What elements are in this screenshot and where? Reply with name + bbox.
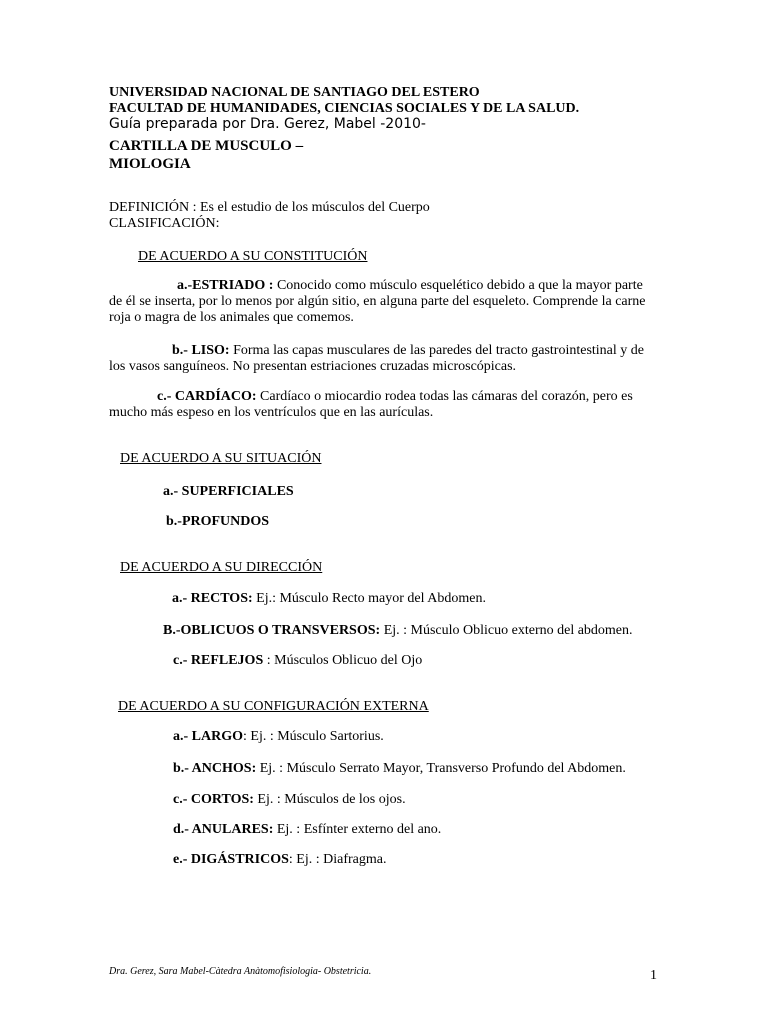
university-name: UNIVERSIDAD NACIONAL DE SANTIAGO DEL ESTERO (109, 85, 480, 100)
definition (109, 200, 430, 216)
classification-label: CLASIFICACIÓN: (109, 216, 220, 231)
direction-b-text: Ej. : Músculo Oblicuo externo del abdomen. (380, 623, 633, 638)
direction-b (163, 623, 633, 639)
configuration-a-label: a.- LARGO (173, 729, 243, 744)
situation-a: a.- SUPERFICIALES (163, 484, 294, 499)
cardiaco-label: c.- CARDÍACO: (157, 389, 257, 404)
guide-author: Guía preparada por Dra. Gerez, Mabel -2010- (109, 116, 426, 132)
configuration-c-label: c.- CORTOS: (173, 792, 254, 807)
heading-constitution: DE ACUERDO A SU CONSTITUCIÓN (138, 249, 368, 264)
cardiaco-text: Cardíaco o miocardio rodea todas las cámaras del corazón, pero es mucho más espeso en los ventrículos que en las aurículas. (109, 389, 633, 420)
direction-a-text: Ej.: Músculo Recto mayor del Abdomen. (252, 591, 486, 606)
direction-c-text: : Músculos Oblicuo del Ojo (263, 653, 423, 668)
configuration-e-label: e.- DIGÁSTRICOS (173, 852, 289, 867)
definition-text: : Es el estudio de los músculos del Cuerpo (189, 200, 430, 215)
faculty-name: FACULTAD DE HUMANIDADES, CIENCIAS SOCIALES Y DE LA SALUD. (109, 101, 580, 116)
configuration-b-text: Ej. : Músculo Serrato Mayor, Transverso Profundo del Abdomen. (256, 761, 626, 776)
document-title-line2: MIOLOGIA (109, 156, 191, 172)
liso-text: Forma las capas musculares de las paredes del tracto gastrointestinal y de los vasos sanguíneos. No presentan estriaciones cruzadas microscópicas. (109, 343, 644, 374)
definition-label: DEFINICIÓN (109, 200, 190, 215)
direction-c (173, 653, 422, 669)
direction-a-label: a.- RECTOS: (172, 591, 253, 606)
liso-label: b.- LISO: (172, 343, 230, 358)
footer-text: Dra. Gerez, Sara Mabel-Càtedra Anàtomofisiologia- Obstetricia. (109, 966, 372, 977)
configuration-c (173, 792, 406, 808)
heading-situation: DE ACUERDO A SU SITUACIÓN (120, 451, 322, 466)
page-number: 1 (650, 968, 657, 983)
configuration-a-text: : Ej. : Músculo Sartorius. (243, 729, 384, 744)
heading-direction: DE ACUERDO A SU DIRECCIÓN (120, 560, 323, 575)
direction-b-label: B.-OBLICUOS O TRANSVERSOS: (163, 623, 381, 638)
configuration-d-text: Ej. : Esfínter externo del ano. (273, 822, 442, 837)
configuration-d-label: d.- ANULARES: (173, 822, 274, 837)
configuration-e-text: : Ej. : Diafragma. (288, 852, 387, 867)
item-cardiaco (109, 389, 657, 421)
direction-a (172, 591, 486, 607)
configuration-a (173, 729, 384, 745)
item-liso (109, 343, 657, 375)
heading-configuration: DE ACUERDO A SU CONFIGURACIÓN EXTERNA (118, 699, 429, 714)
configuration-d (173, 822, 441, 838)
document-title-line1: CARTILLA DE MUSCULO – (109, 138, 304, 154)
estriado-label: a.-ESTRIADO : (177, 278, 274, 293)
configuration-b (173, 761, 626, 777)
estriado-text: Conocido como músculo esquelético debido a que la mayor parte de él se inserta, por lo menos por algún sitio, en alguna parte del esqueleto. Comprende la carne roja o magra de los animales que comemos. (109, 278, 646, 325)
situation-b: b.-PROFUNDOS (166, 514, 270, 529)
item-estriado (109, 278, 657, 326)
configuration-b-label: b.- ANCHOS: (173, 761, 257, 776)
direction-c-label: c.- REFLEJOS (173, 653, 264, 668)
configuration-e (173, 852, 386, 868)
configuration-c-text: Ej. : Músculos de los ojos. (253, 792, 406, 807)
